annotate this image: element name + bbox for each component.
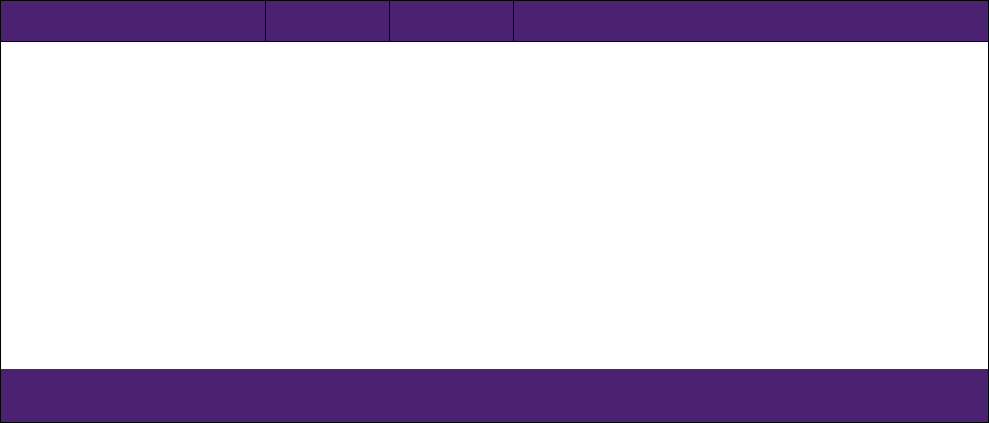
header-note xyxy=(514,1,988,42)
table-header xyxy=(1,1,988,42)
header-task xyxy=(1,1,266,42)
marathon-goal xyxy=(1,369,988,422)
header-fact xyxy=(390,1,514,42)
header-plan xyxy=(266,1,390,42)
